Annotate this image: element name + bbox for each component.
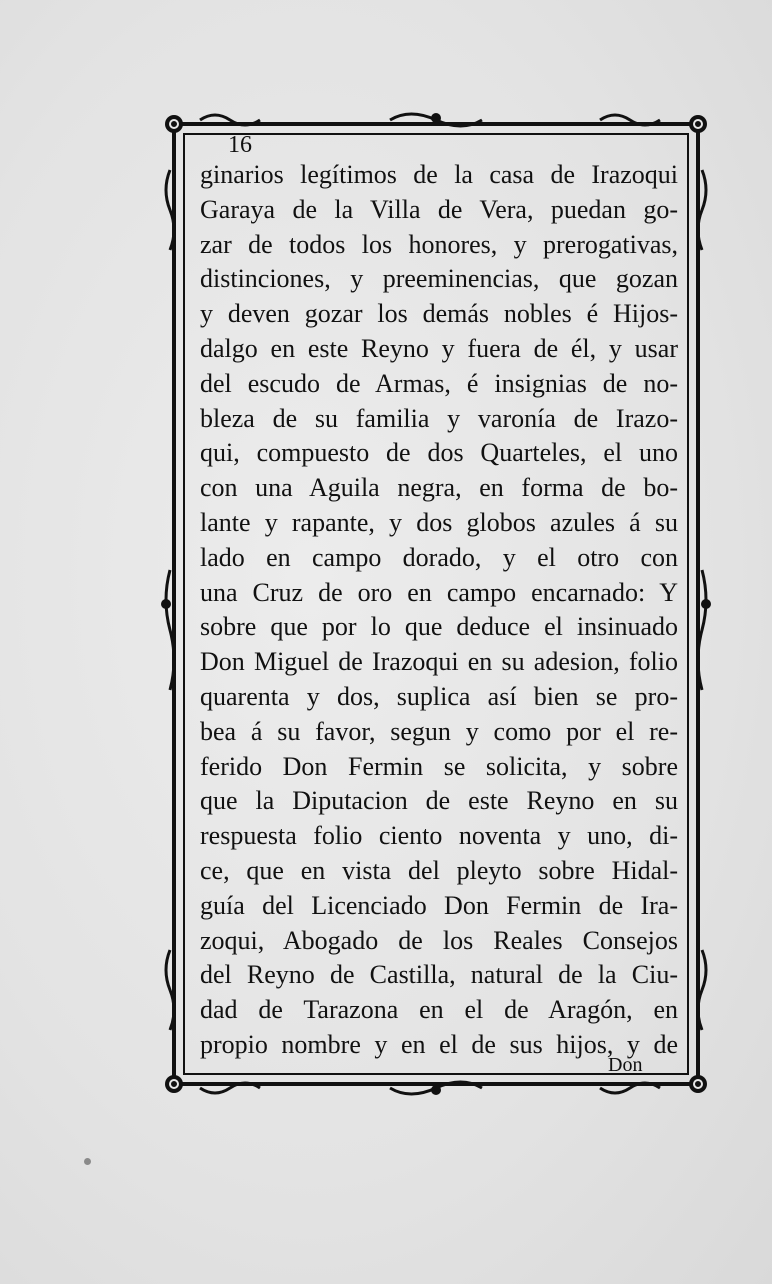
text-line: del Reyno de Castilla, natural de la Ciu- (200, 960, 678, 990)
text-line: qui, compuesto de dos Quarteles, el uno (200, 438, 678, 468)
text-line: dad de Tarazona en el de Aragón, en (200, 995, 678, 1025)
text-line: dalgo en este Reyno y fuera de él, y usar (200, 333, 678, 363)
text-line: con una Aguila negra, en forma de bo- (200, 473, 678, 503)
text-line: lante y rapante, y dos globos azules á su (200, 507, 678, 537)
body-text (200, 158, 678, 1063)
ink-spot (84, 1158, 91, 1165)
text-line: sobre que por lo que deduce el insinuado (200, 612, 678, 642)
text-line: ferido Don Fermin se solicita, y sobre (200, 751, 678, 781)
text-line: guía del Licenciado Don Fermin de Ira- (200, 890, 678, 920)
text-line: y deven gozar los demás nobles é Hijos- (200, 299, 678, 329)
text-line: ginarios legítimos de la casa de Irazoqui (200, 160, 678, 189)
text-line: que la Diputacion de este Reyno en su (200, 786, 678, 816)
text-line: Don Miguel de Irazoqui en su adesion, folio (200, 647, 678, 677)
text-line: distinciones, y preeminencias, que gozan (200, 264, 678, 294)
text-line: una Cruz de oro en campo encarnado: Y (200, 577, 678, 607)
catchword: Don (608, 1054, 643, 1076)
text-line: zar de todos los honores, y prerogativas, (200, 229, 678, 259)
text-line: respuesta folio ciento noventa y uno, di- (200, 821, 678, 851)
text-line: bleza de su familia y varonía de Irazo- (200, 403, 678, 433)
text-line: zoqui, Abogado de los Reales Consejos (200, 925, 678, 955)
text-line: bea á su favor, segun y como por el re- (200, 716, 678, 746)
page-number: 16 (228, 132, 252, 158)
text-line: del escudo de Armas, é insignias de no- (200, 368, 678, 398)
text-line: ce, que en vista del pleyto sobre Hidal- (200, 855, 678, 885)
text-line: quarenta y dos, suplica así bien se pro- (200, 681, 678, 711)
text-line: Garaya de la Villa de Vera, puedan go- (200, 194, 678, 224)
text-line: propio nombre y en el de sus hijos, y de (200, 1029, 678, 1059)
text-line: lado en campo dorado, y el otro con (200, 542, 678, 572)
